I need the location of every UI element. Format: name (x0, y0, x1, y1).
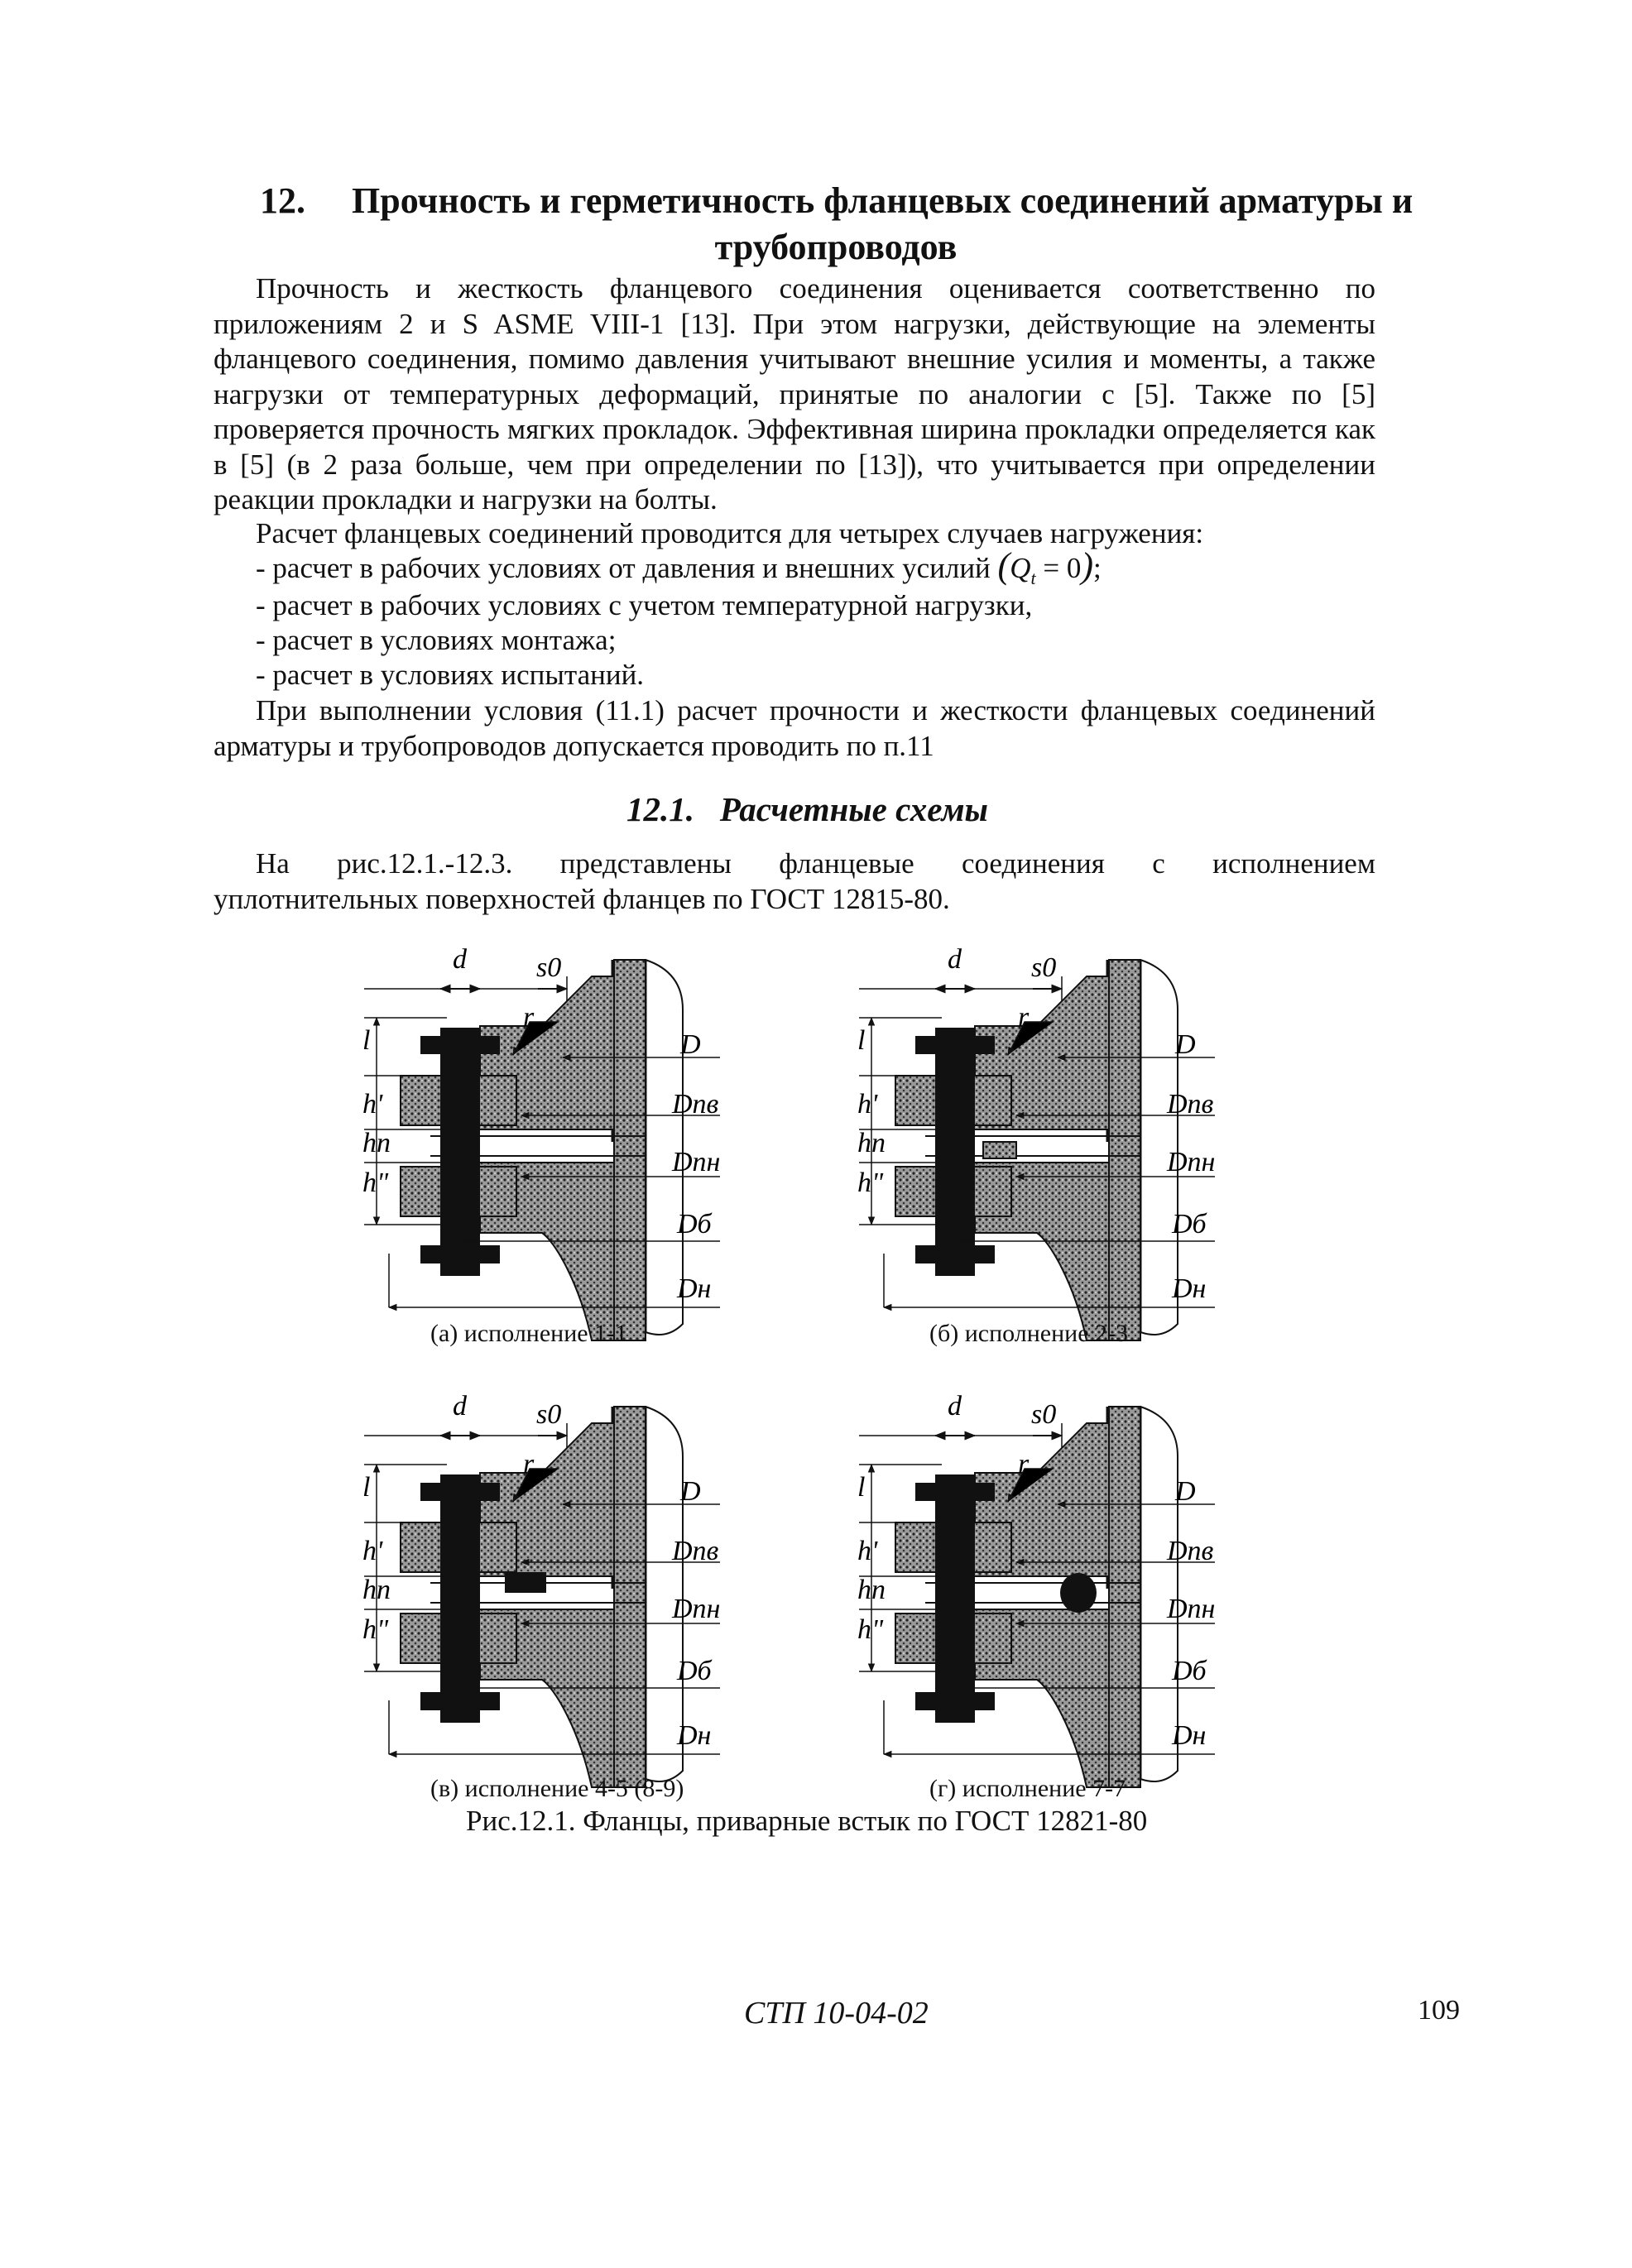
label-Dpn: Dпн (672, 1594, 721, 1624)
footer-doc-code: СТП 10-04-02 (744, 1996, 929, 2031)
label-Dn: Dн (677, 1273, 712, 1304)
figure-caption: Рис.12.1. Фланцы, приварные встык по ГОСТ 12821-80 (466, 1805, 1148, 1837)
label-Dpn: Dпн (1167, 1594, 1216, 1624)
label-Db: Dб (1172, 1656, 1207, 1686)
label-Db: Dб (677, 1209, 712, 1239)
panel-c-caption: (в) исполнение 4-5 (8-9) (430, 1775, 684, 1802)
p1-line: проверяется прочность мягких прокладок. Эффективная ширина прокладки определяется как (214, 413, 1375, 445)
list-item: - расчет в рабочих условиях от давления и внешних усилий $(Q_t = 0)$; (256, 545, 1102, 588)
panel-a-drawing (364, 960, 720, 1340)
panel-a-caption: (а) исполнение 1-1 (430, 1320, 628, 1347)
label-h2: h" (362, 1168, 389, 1198)
p1-line: в [5] (в 2 раза больше, чем при определении по [13]), что учитывается при определении (214, 448, 1375, 481)
label-r: r (523, 1449, 535, 1479)
panel-b-caption: (б) исполнение 2-3 (929, 1320, 1129, 1347)
label-Db: Dб (677, 1656, 712, 1686)
label-d: d (453, 1391, 467, 1422)
panel-d-drawing (859, 1407, 1215, 1787)
list-item-text: - расчет в рабочих условиях от давления и внешних усилий (256, 552, 998, 584)
section-title-line1: Прочность и герметичность фланцевых соединений арматуры и (352, 180, 1414, 221)
p1-line: реакции прокладки и нагрузки на болты. (214, 483, 718, 515)
label-Dn: Dн (1172, 1273, 1207, 1304)
list-item: - расчет в рабочих условиях с учетом температурной нагрузки, (256, 589, 1033, 621)
label-Db: Dб (1172, 1209, 1207, 1239)
p1-line: приложениям 2 и S ASME VIII-1 [13]. При этом нагрузки, действующие на элементы (214, 307, 1375, 340)
label-l: l (857, 1472, 866, 1503)
p4-line: На рис.12.1.-12.3. представлены фланцевые соединения с исполнением (256, 847, 1375, 880)
page-number: 109 (1418, 1995, 1460, 2026)
section-number: 12. (260, 180, 305, 221)
p3-line: При выполнении условия (11.1) расчет прочности и жесткости фланцевых соединений (256, 694, 1375, 726)
p1-line: Прочность и жесткость фланцевого соединения оценивается соответственно по (256, 272, 1375, 304)
label-hn: hп (857, 1128, 886, 1158)
label-Dpn: Dпн (672, 1147, 721, 1177)
label-h2: h" (857, 1168, 884, 1198)
label-h1: h' (857, 1536, 878, 1566)
label-s0: s0 (536, 952, 562, 983)
formula: $(Q_t = 0)$ (997, 545, 1094, 588)
label-D: D (680, 1476, 701, 1507)
subsection-number: 12.1. (626, 790, 694, 828)
label-s0: s0 (1031, 952, 1057, 983)
label-Dpv: Dпв (1167, 1536, 1214, 1566)
label-l: l (362, 1472, 371, 1503)
label-r: r (1018, 1449, 1030, 1479)
panel-b-drawing (859, 960, 1215, 1340)
list-item: - расчет в условиях испытаний. (256, 659, 645, 691)
label-d: d (453, 944, 467, 975)
label-Dpv: Dпв (672, 1089, 719, 1120)
p3-line: арматуры и трубопроводов допускается проводить по п.11 (214, 729, 934, 762)
label-D: D (680, 1029, 701, 1060)
label-D: D (1175, 1029, 1196, 1060)
label-hn: hп (857, 1575, 886, 1605)
label-hn: hп (362, 1575, 391, 1605)
p1-line: фланцевого соединения, помимо давления учитывают внешние усилия и моменты, а также (214, 343, 1375, 375)
label-l: l (362, 1025, 371, 1056)
label-Dn: Dн (1172, 1720, 1207, 1751)
label-r: r (523, 1002, 535, 1033)
paragraph-2: Расчет фланцевых соединений проводится для четырех случаев нагружения: (256, 517, 1204, 549)
label-Dn: Dн (677, 1720, 712, 1751)
label-h2: h" (857, 1614, 884, 1645)
label-s0: s0 (536, 1399, 562, 1430)
label-d: d (948, 944, 962, 975)
subsection-title: Расчетные схемы (719, 790, 988, 828)
label-l: l (857, 1025, 866, 1056)
p1-line: нагрузки от температурных деформаций, принятые по аналогии с [5]. Также по [5] (214, 377, 1375, 410)
label-h2: h" (362, 1614, 389, 1645)
label-D: D (1175, 1476, 1196, 1507)
label-d: d (948, 1391, 962, 1422)
label-h1: h' (362, 1536, 383, 1566)
label-Dpn: Dпн (1167, 1147, 1216, 1177)
label-Dpv: Dпв (1167, 1089, 1214, 1120)
list-item: - расчет в условиях монтажа; (256, 624, 617, 656)
label-h1: h' (857, 1089, 878, 1120)
p4-line: уплотнительных поверхностей фланцев по ГОСТ 12815-80. (214, 882, 950, 915)
section-title-line2: трубопроводов (714, 227, 958, 267)
label-s0: s0 (1031, 1399, 1057, 1430)
label-h1: h' (362, 1089, 383, 1120)
panel-c-drawing (364, 1407, 720, 1787)
panel-d-caption: (г) исполнение 7-7 (929, 1775, 1126, 1802)
label-r: r (1018, 1002, 1030, 1033)
label-Dpv: Dпв (672, 1536, 719, 1566)
label-hn: hп (362, 1128, 391, 1158)
